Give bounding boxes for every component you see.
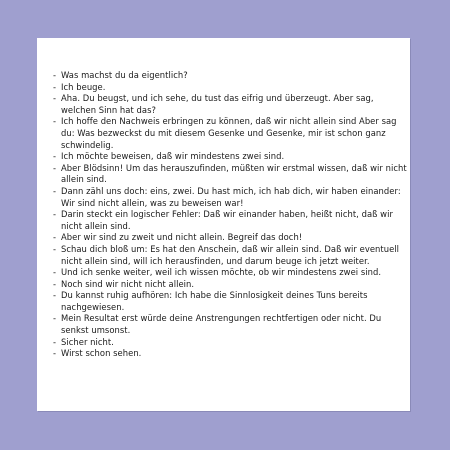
dialogue-line: - Was machst du da eigentlich? [53, 70, 408, 82]
dialogue-text: Sicher nicht. [61, 336, 114, 347]
dialogue-text: Aber Blödsinn! Um das herauszufinden, müßten wir erstmal wissen, daß wir nicht allein sind. [61, 162, 407, 185]
dialogue-text: Mein Resultat erst würde deine Anstrengungen rechtfertigen oder nicht. Du senkst umsonst. [61, 313, 382, 336]
dialogue-line: - Darin steckt ein logischer Fehler: Daß wir einander haben, heißt nicht, daß wir nicht allein sind. [53, 209, 408, 232]
dialogue-line: - Schau dich bloß um: Es hat den Anschein, daß wir allein sind. Daß wir eventuell nicht allein sind, will ich herausfinden, und darum beuge ich jetzt weiter. [53, 244, 408, 267]
dialogue-text: Darin steckt ein logischer Fehler: Daß wir einander haben, heißt nicht, daß wir nicht allein sind. [61, 209, 393, 231]
dialogue-text: Schau dich bloß um: Es hat den Anschein, daß wir allein sind. Daß wir eventuell nicht allein sind, will ich herausfinden, und darum beuge ich jetzt weiter. [61, 243, 400, 266]
dialogue-line: - Aber wir sind zu zweit und nicht allein. Begreif das doch! [53, 232, 408, 244]
dialogue-line: - Du kannst ruhig aufhören: Ich habe die Sinnlosigkeit deines Tuns bereits nachgewiesen. [53, 290, 408, 313]
dialogue-line: - Mein Resultat erst würde deine Anstrengungen rechtfertigen oder nicht. Du senkst umsonst. [53, 313, 408, 336]
dialogue-text: Aber wir sind zu zweit und nicht allein. Begreif das doch! [61, 232, 303, 243]
dialogue-line: - Ich hoffe den Nachweis erbringen zu können, daß wir nicht allein sind Aber sag du: Was bezweckst du mit diesem Gesenke und Gesenke, mir ist schon ganz schwindelig. [53, 116, 408, 151]
dialogue-text: Ich möchte beweisen, daß wir mindestens zwei sind. [61, 151, 285, 162]
document-page [37, 38, 410, 411]
dialogue-line: - Aber Blödsinn! Um das herauszufinden, müßten wir erstmal wissen, daß wir nicht allein sind. [53, 162, 407, 185]
dialogue-text: Wirst schon sehen. [61, 348, 142, 359]
dialogue-line: - Ich beuge. [53, 82, 408, 94]
dialogue-line: - Dann zähl uns doch: eins, zwei. Du hast mich, ich hab dich, wir haben einander: Wir sind nicht allein, was zu beweisen war! [53, 186, 408, 209]
dialogue-line: - Aha. Du beugst, und ich sehe, du tust das eifrig und überzeugt. Aber sag, welchen Sinn hat das? [53, 93, 408, 116]
dialogue-list [53, 70, 408, 360]
dialogue-text: Was machst du da eigentlich? [61, 70, 188, 80]
dialogue-text: Du kannst ruhig aufhören: Ich habe die Sinnlosigkeit deines Tuns bereits nachgewiesen. [61, 290, 368, 312]
dialogue-text: Noch sind wir nicht nicht allein. [61, 278, 195, 289]
dialogue-text: Dann zähl uns doch: eins, zwei. Du hast mich, ich hab dich, wir haben einander: Wir sind nicht allein, was zu beweisen war! [61, 185, 401, 208]
dialogue-line: - Ich möchte beweisen, daß wir mindestens zwei sind. [53, 151, 408, 163]
dialogue-text: Ich hoffe den Nachweis erbringen zu können, daß wir nicht allein sind Aber sag du: Was bezweckst du mit diesem Gesenke und Gesenke, mir ist schon ganz schwindelig. [61, 116, 397, 150]
dialogue-line: - Noch sind wir nicht nicht allein. [53, 279, 408, 291]
dialogue-text: Aha. Du beugst, und ich sehe, du tust das eifrig und überzeugt. Aber sag, welchen Sinn hat das? [61, 93, 374, 115]
dialogue-line: - Und ich senke weiter, weil ich wissen möchte, ob wir mindestens zwei sind. [53, 267, 408, 279]
dialogue-line: - Wirst schon sehen. [53, 348, 408, 360]
dialogue-text: Und ich senke weiter, weil ich wissen möchte, ob wir mindestens zwei sind. [61, 267, 382, 278]
dialogue-text: Ich beuge. [61, 81, 106, 92]
dialogue-line: - Sicher nicht. [53, 337, 408, 349]
